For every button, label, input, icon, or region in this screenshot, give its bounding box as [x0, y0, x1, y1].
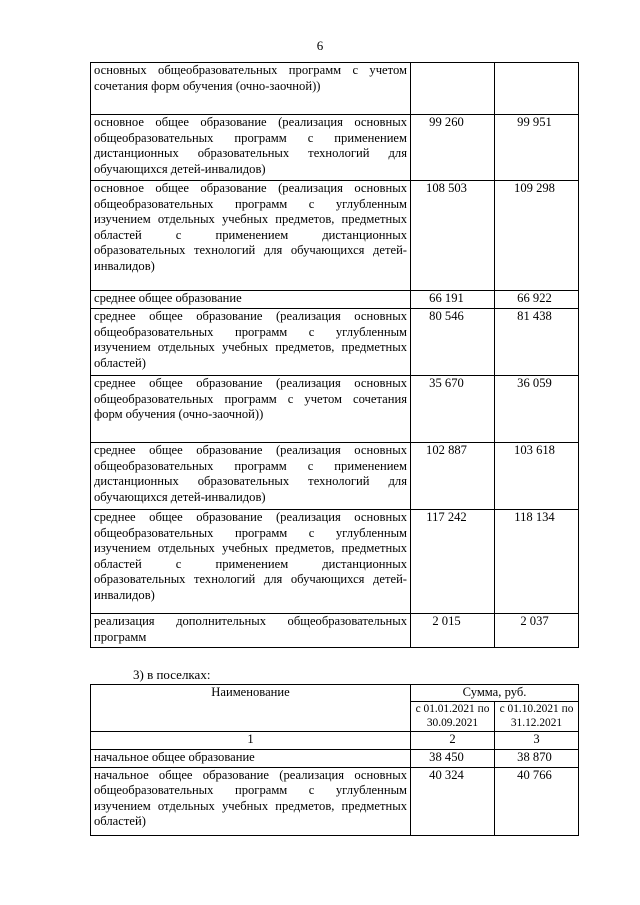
row-value-period2: [495, 63, 579, 115]
row-name: начальное общее образование: [91, 749, 411, 767]
header-name: Наименование: [91, 685, 411, 732]
row-value-period2: 40 766: [495, 767, 579, 835]
table-row: [91, 291, 579, 309]
table-row: [91, 376, 579, 443]
table-row: [91, 749, 579, 767]
row-value-period2: 118 134: [495, 510, 579, 614]
row-name: среднее общее образование (реализация основных общеобразовательных программ с учетом сочетания форм обучения (очно-заочной)): [91, 376, 411, 443]
header-sum: Сумма, руб.: [411, 685, 579, 702]
row-value-period1: 66 191: [411, 291, 495, 309]
row-name: среднее общее образование (реализация основных общеобразовательных программ с применением дистанционных образовательных технологий для обучающихся детей-инвалидов): [91, 443, 411, 510]
row-value-period2: 103 618: [495, 443, 579, 510]
row-name: реализация дополнительных общеобразовательных программ: [91, 614, 411, 648]
table-row: [91, 510, 579, 614]
row-name: начальное общее образование (реализация основных общеобразовательных программ с углубленным изучением отдельных учебных предметов, предметных областей): [91, 767, 411, 835]
table-row: [91, 63, 579, 115]
table-row: [91, 614, 579, 648]
cost-table-continued: [90, 62, 579, 648]
row-name: среднее общее образование (реализация основных общеобразовательных программ с углубленным изучением отдельных учебных предметов, предметных областей): [91, 309, 411, 376]
row-name: основных общеобразовательных программ с учетом сочетания форм обучения (очно-заочной)): [91, 63, 411, 115]
row-value-period2: 2 037: [495, 614, 579, 648]
column-number-row: [91, 731, 579, 749]
column-number: 1: [91, 731, 411, 749]
row-value-period2: 36 059: [495, 376, 579, 443]
row-value-period2: 109 298: [495, 181, 579, 291]
table-row: [91, 181, 579, 291]
header-row: [91, 685, 579, 702]
row-value-period2: 81 438: [495, 309, 579, 376]
row-value-period2: 66 922: [495, 291, 579, 309]
row-name: среднее общее образование: [91, 291, 411, 309]
column-number: 3: [495, 731, 579, 749]
row-value-period1: 102 887: [411, 443, 495, 510]
settlements-cost-table: [90, 684, 579, 836]
row-value-period1: [411, 63, 495, 115]
table-row: [91, 767, 579, 835]
row-name: основное общее образование (реализация основных общеобразовательных программ с применением дистанционных образовательных технологий для обучающихся детей-инвалидов): [91, 115, 411, 181]
row-value-period1: 38 450: [411, 749, 495, 767]
row-value-period1: 99 260: [411, 115, 495, 181]
row-value-period1: 80 546: [411, 309, 495, 376]
table-row: [91, 443, 579, 510]
row-value-period1: 108 503: [411, 181, 495, 291]
row-value-period2: 99 951: [495, 115, 579, 181]
header-period2: с 01.10.2021 по 31.12.2021: [495, 701, 579, 731]
row-value-period1: 117 242: [411, 510, 495, 614]
table-row: [91, 115, 579, 181]
table-row: [91, 309, 579, 376]
row-value-period1: 35 670: [411, 376, 495, 443]
row-value-period1: 40 324: [411, 767, 495, 835]
page-number: 6: [316, 38, 324, 53]
column-number: 2: [411, 731, 495, 749]
row-value-period1: 2 015: [411, 614, 495, 648]
section-caption: 3) в поселках:: [133, 667, 211, 682]
row-name: среднее общее образование (реализация основных общеобразовательных программ с углубленным изучением отдельных учебных предметов, предметных областей с применением дистанционных образовательных технологий для обучающихся детей-инвалидов): [91, 510, 411, 614]
header-period1: с 01.01.2021 по 30.09.2021: [411, 701, 495, 731]
row-value-period2: 38 870: [495, 749, 579, 767]
row-name: основное общее образование (реализация основных общеобразовательных программ с углубленным изучением отдельных учебных предметов, предметных областей с применением дистанционных образовательных технологий для обучающихся детей-инвалидов): [91, 181, 411, 291]
